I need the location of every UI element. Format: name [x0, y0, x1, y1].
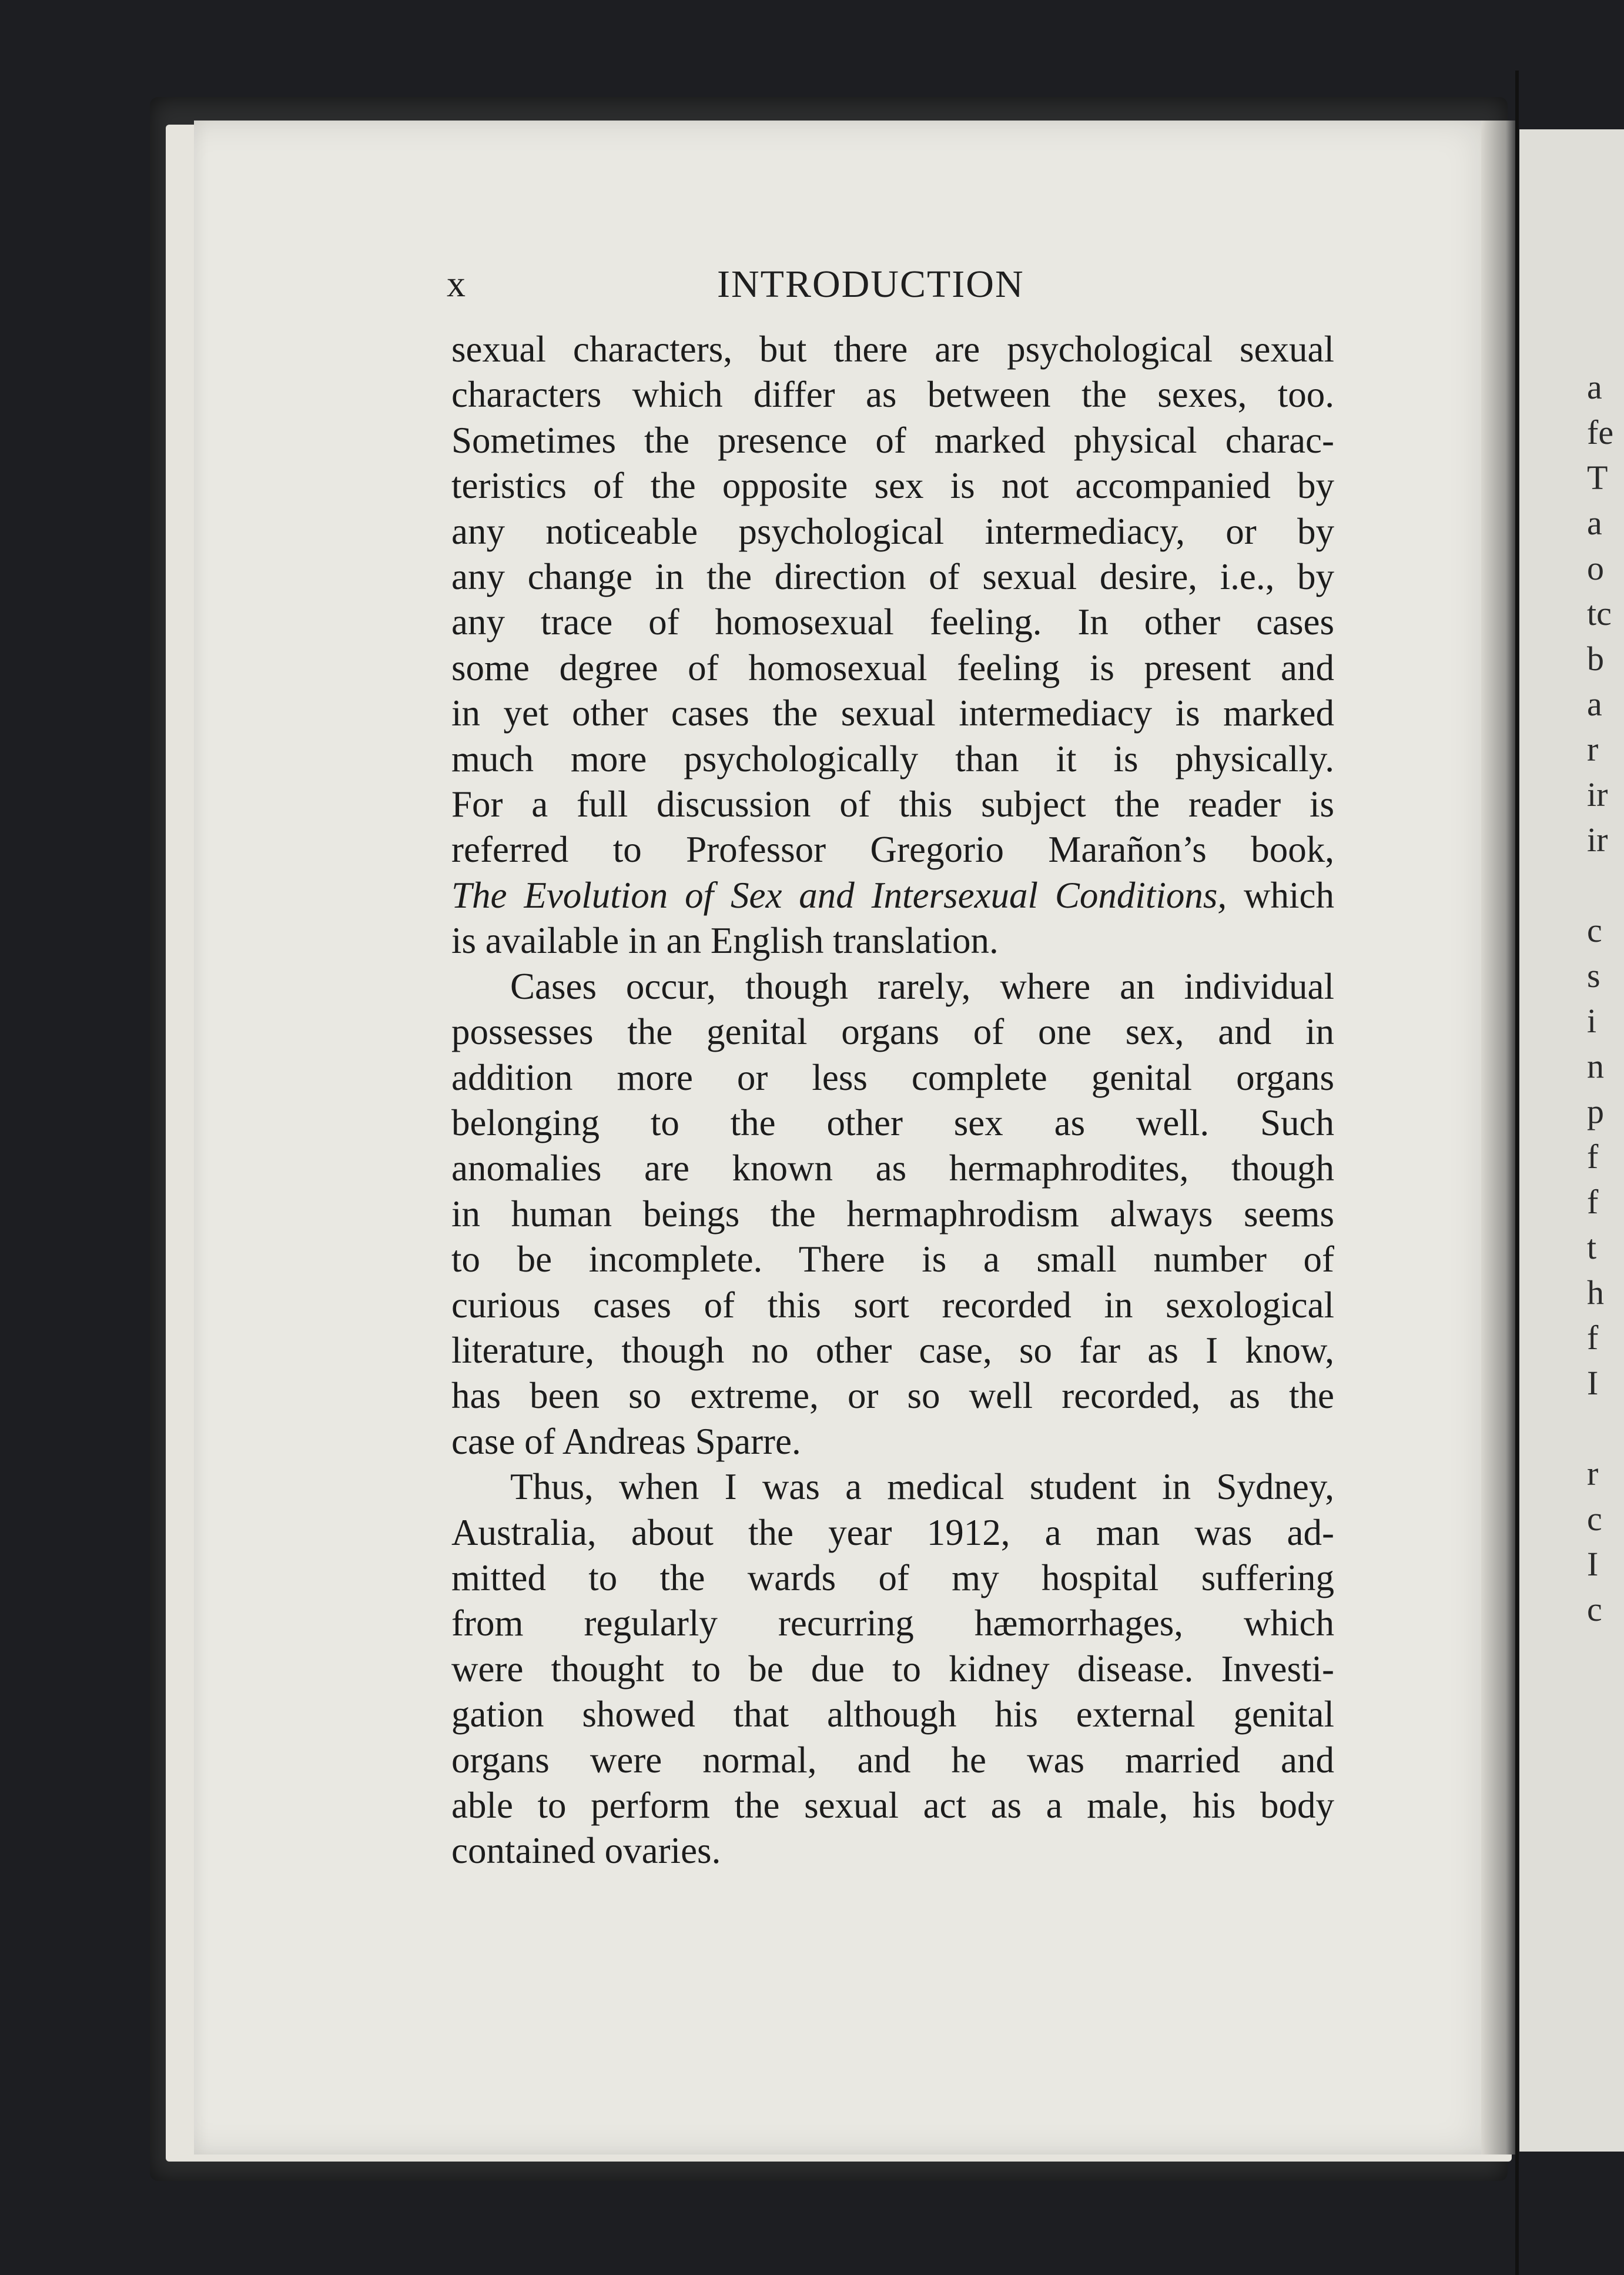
facing-page-fragment: T: [1587, 459, 1608, 497]
facing-page-fragment: I: [1587, 1364, 1599, 1402]
facing-page-fragment: b: [1587, 640, 1604, 678]
facing-page-fragment: h: [1587, 1273, 1604, 1312]
facing-page-fragment: ir: [1587, 821, 1608, 859]
facing-page-text-fragments: [1587, 364, 1624, 1632]
page-number: x: [447, 263, 466, 305]
text-line: mitted to the wards of my hospital suffering: [451, 1557, 1334, 1598]
text-line: were thought to be due to kidney disease. Investi-: [451, 1648, 1334, 1689]
facing-page-fragment: r: [1587, 730, 1599, 768]
book-spine: [1515, 71, 1519, 2275]
facing-page-fragment: [1587, 1406, 1624, 1451]
facing-page-fragment: a: [1587, 504, 1602, 542]
facing-page-fragment: fe: [1587, 413, 1614, 451]
text-line: any trace of homosexual feeling. In other cases: [451, 601, 1334, 643]
facing-page-fragment: t: [1587, 1228, 1597, 1266]
text-line: from regularly recurring hæmorrhages, which: [451, 1602, 1334, 1644]
facing-page-fragment: tc: [1587, 594, 1612, 633]
facing-page-fragment: r: [1587, 1454, 1599, 1493]
text-line: literature, though no other case, so far as I know,: [451, 1329, 1334, 1371]
facing-page-fragment: n: [1587, 1047, 1604, 1085]
facing-page-fragment: f: [1587, 1138, 1599, 1176]
text-line: sexual characters, but there are psychological sexual: [451, 329, 1334, 370]
text-line: Sometimes the presence of marked physical charac-: [451, 419, 1334, 461]
text-line: in human beings the hermaphrodism always seems: [451, 1193, 1334, 1234]
facing-page-fragment: p: [1587, 1092, 1604, 1130]
facing-page-fragment: [1587, 862, 1624, 908]
chapter-title: INTRODUCTION: [717, 263, 1024, 306]
text-line: some degree of homosexual feeling is present and: [451, 647, 1334, 688]
text-line: Australia, about the year 1912, a man was ad-: [451, 1511, 1334, 1553]
facing-page-fragment: c: [1587, 1590, 1602, 1628]
facing-page-fragment: i: [1587, 1002, 1597, 1040]
text-line: Cases occur, though rarely, where an individual: [510, 965, 1334, 1007]
text-line: has been so extreme, or so well recorded, as the: [451, 1375, 1334, 1417]
text-line: case of Andreas Sparre.: [451, 1420, 801, 1462]
text-line: belonging to the other sex as well. Such: [451, 1102, 1334, 1143]
text-line: For a full discussion of this subject the reader is: [451, 784, 1334, 825]
text-line: is available in an English translation.: [451, 920, 999, 962]
facing-page-fragment: a: [1587, 368, 1602, 406]
text-line: possesses the genital organs of one sex, and in: [451, 1011, 1334, 1053]
text-line: able to perform the sexual act as a male, his body: [451, 1785, 1334, 1826]
text-line: addition more or less complete genital organs: [451, 1056, 1334, 1098]
page-gutter-shadow: [1481, 121, 1516, 2154]
paragraph: [451, 1464, 1334, 1874]
text-line: anomalies are known as hermaphrodites, though: [451, 1147, 1334, 1189]
text-line: gation showed that although his external genital: [451, 1694, 1334, 1735]
text-line: curious cases of this sort recorded in sexological: [451, 1284, 1334, 1326]
text-line: any change in the direction of sexual desire, i.e., by: [451, 556, 1334, 598]
text-line: Thus, when I was a medical student in Sydney,: [510, 1466, 1334, 1508]
facing-page-fragment: a: [1587, 685, 1602, 723]
text-line: organs were normal, and he was married and: [451, 1739, 1334, 1781]
text-line: to be incomplete. There is a small number of: [451, 1239, 1334, 1280]
facing-page-fragment: f: [1587, 1183, 1599, 1221]
text-line: any noticeable psychological intermediacy, or by: [451, 510, 1334, 552]
facing-page-fragment: I: [1587, 1545, 1599, 1583]
facing-page-fragment: c: [1587, 911, 1602, 949]
text-line: in yet other cases the sexual intermediacy is marked: [451, 692, 1334, 734]
text-line: much more psychologically than it is physically.: [451, 738, 1334, 779]
page-body-text: [451, 327, 1334, 1874]
text-line: The Evolution of Sex and Intersexual Conditions, which: [451, 874, 1334, 916]
facing-page-fragment: o: [1587, 549, 1604, 587]
text-line: characters which differ as between the sexes, too.: [451, 374, 1334, 416]
facing-page-fragment: f: [1587, 1319, 1599, 1357]
facing-page-fragment: c: [1587, 1500, 1602, 1538]
facing-page-fragment: s: [1587, 956, 1600, 995]
text-line: teristics of the opposite sex is not accompanied by: [451, 465, 1334, 507]
paragraph: [451, 964, 1334, 1464]
paragraph: [451, 327, 1334, 964]
book-title-italic: The Evolution of Sex and Intersexual Conditions,: [451, 874, 1227, 916]
text-line: referred to Professor Gregorio Marañon’s book,: [451, 829, 1334, 871]
facing-page-fragment: ir: [1587, 775, 1608, 814]
text-line: contained ovaries.: [451, 1830, 721, 1872]
